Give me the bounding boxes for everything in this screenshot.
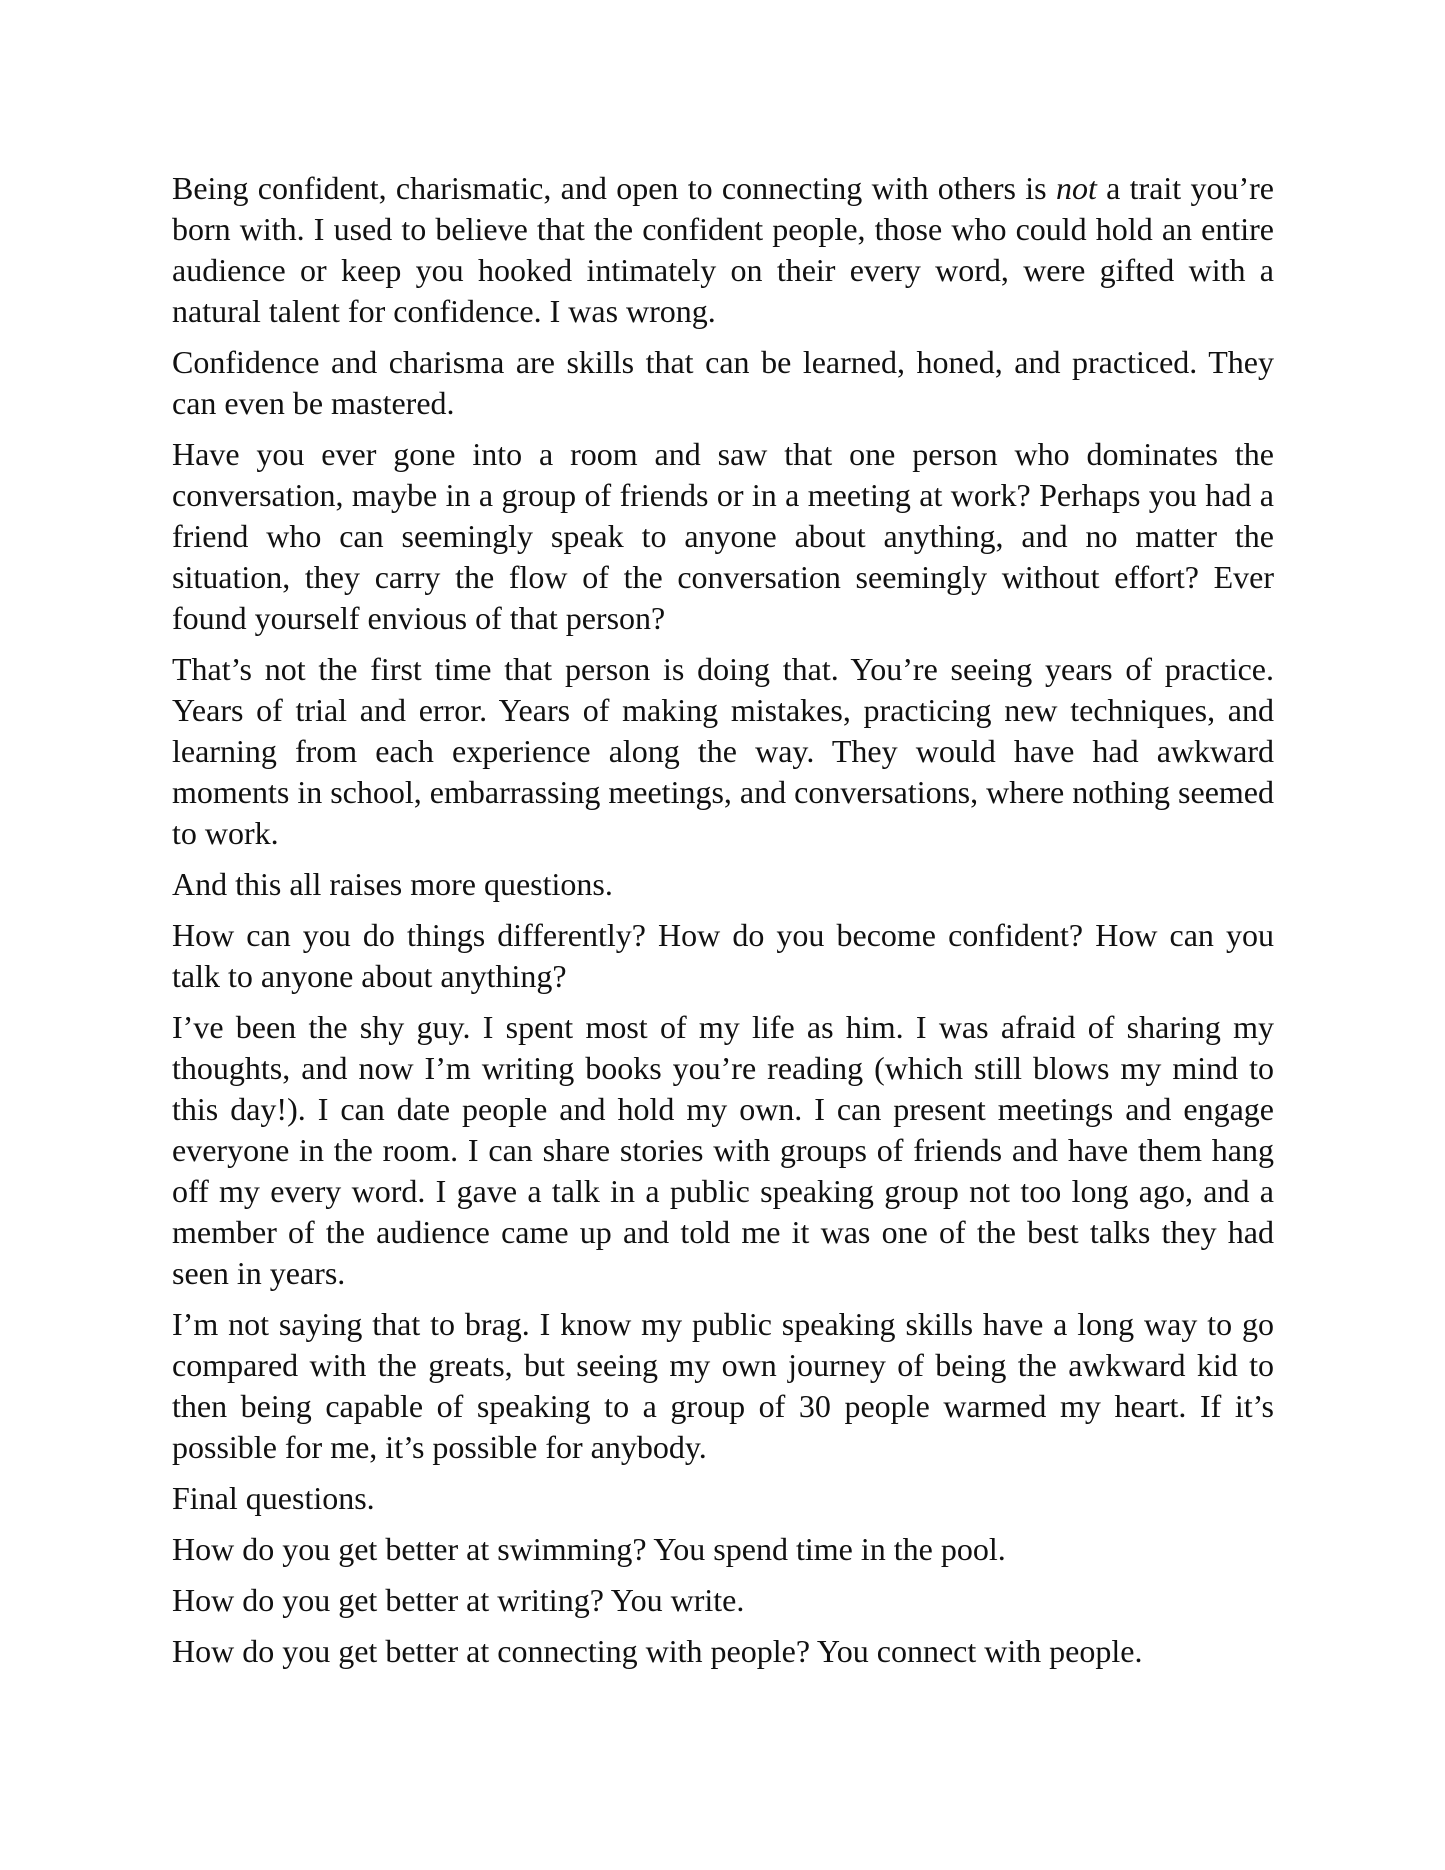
paragraph-1-emphasis: not xyxy=(1055,170,1097,206)
paragraph-1-pre: Being confident, charismatic, and open to connecting with others is xyxy=(172,170,1056,206)
paragraph-4: That’s not the first time that person is doing that. You’re seeing years of practice. Years of trial and error. Years of making mistakes, practicing new techniques, and learning from each experience along the way. They would have had awkward moments in school, embarrassing meetings, and conversations, where nothing seemed to work. xyxy=(172,651,1274,851)
body-text xyxy=(172,168,1274,1682)
paragraph-10: How do you get better at swimming? You spend time in the pool. xyxy=(172,1531,1006,1567)
paragraph-7: I’ve been the shy guy. I spent most of my life as him. I was afraid of sharing my thoughts, and now I’m writing books you’re reading (which still blows my mind to this day!). I can date people and hold my own. I can present meetings and engage everyone in the room. I can share stories with groups of friends and have them hang off my every word. I gave a talk in a public speaking group not too long ago, and a member of the audience came up and told me it was one of the best talks they had seen in years. xyxy=(172,1009,1274,1291)
paragraph-2: Confidence and charisma are skills that can be learned, honed, and practiced. They can even be mastered. xyxy=(172,344,1274,421)
paragraph-9: Final questions. xyxy=(172,1480,375,1516)
paragraph-1 xyxy=(172,168,1274,332)
paragraph-11: How do you get better at writing? You write. xyxy=(172,1582,745,1618)
paragraph-6: How can you do things differently? How do you become confident? How can you talk to anyone about anything? xyxy=(172,917,1274,994)
paragraph-1-post: a trait you’re born with. I used to believe that the confident people, those who could hold an entire audience or keep you hooked intimately on their every word, were gifted with a natural talent for confidence. I was wrong. xyxy=(172,170,1275,329)
paragraph-12: How do you get better at connecting with people? You connect with people. xyxy=(172,1633,1143,1669)
paragraph-3: Have you ever gone into a room and saw that one person who dominates the conversation, maybe in a group of friends or in a meeting at work? Perhaps you had a friend who can seemingly speak to anyone about anything, and no matter the situation, they carry the flow of the conversation seemingly without effort? Ever found yourself envious of that person? xyxy=(172,436,1274,636)
paragraph-8: I’m not saying that to brag. I know my public speaking skills have a long way to go compared with the greats, but seeing my own journey of being the awkward kid to then being capable of speaking to a group of 30 people warmed my heart. If it’s possible for me, it’s possible for anybody. xyxy=(172,1306,1274,1465)
paragraph-5: And this all raises more questions. xyxy=(172,866,613,902)
